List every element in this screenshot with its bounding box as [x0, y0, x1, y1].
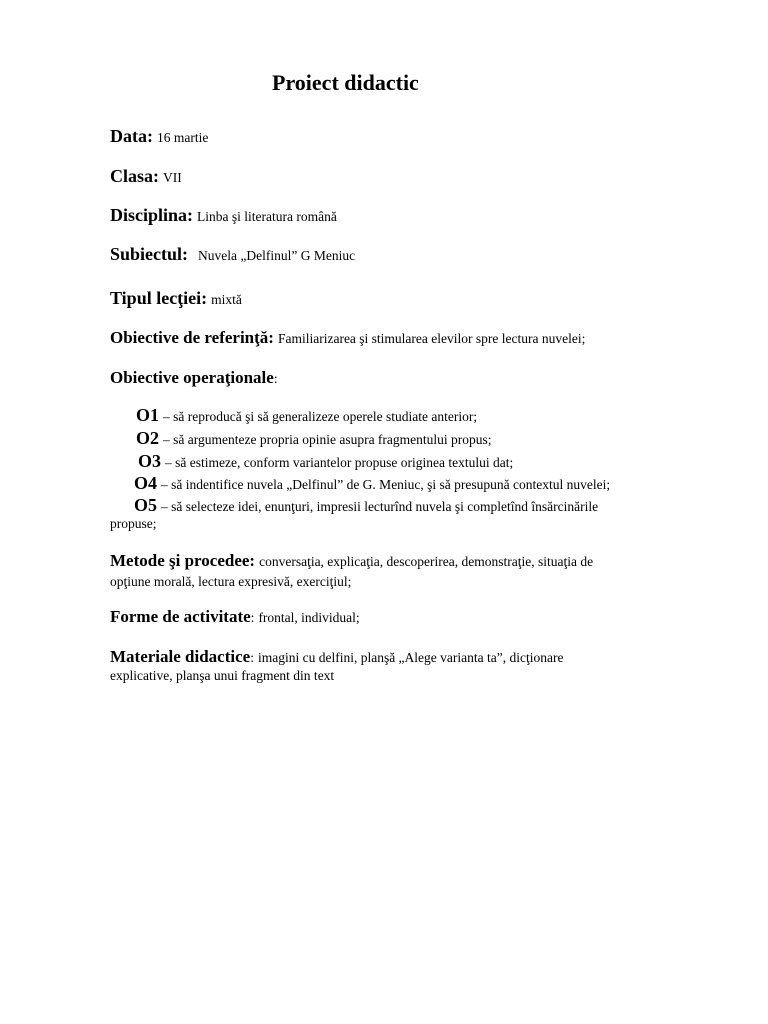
objective-text: – să indentifice nuvela „Delfinul” de G. Meniuc, şi să presupună contextul nuvelei; — [161, 477, 611, 492]
field-obiective-referinta-value: Familiarizarea şi stimularea elevilor spre lectura nuvelei; — [277, 331, 586, 346]
objective-item — [134, 473, 610, 494]
field-metode-label: Metode şi procedee — [110, 551, 250, 570]
field-forme-label: Forme de activitate — [110, 607, 251, 626]
field-obiective-operationale — [110, 368, 278, 388]
field-disciplina-label: Disciplina — [110, 205, 188, 225]
objective-item — [138, 451, 513, 472]
field-materiale-label: Materiale didactice — [110, 647, 251, 666]
field-tipul-label: Tipul lecţiei — [110, 288, 202, 308]
colon: : — [250, 650, 254, 665]
field-tipul — [110, 288, 242, 309]
field-data-value: 16 martie — [157, 130, 209, 145]
field-metode — [110, 551, 593, 571]
objective-item — [134, 495, 598, 516]
field-materiale-value-2: explicative, planşa unui fragment din text — [110, 668, 335, 683]
field-materiale-value: imagini cu delfini, planşă „Alege varianta ta”, dicţionare — [257, 650, 564, 665]
colon: : — [201, 288, 208, 308]
field-data — [110, 126, 208, 147]
colon: : — [273, 371, 278, 386]
field-subiectul-value: Nuvela „Delfinul” G Meniuc — [198, 248, 356, 263]
objective-text: – să reproducă şi să generalizeze operele studiate anterior; — [163, 409, 478, 424]
objective-text: – să estimeze, conform variantelor propuse originea textului dat; — [165, 455, 514, 470]
objective-item — [136, 428, 492, 449]
field-forme-value: frontal, individual; — [258, 610, 360, 625]
objective-text: propuse; — [110, 516, 157, 531]
field-subiectul — [110, 244, 355, 265]
field-clasa-value: VII — [163, 170, 182, 185]
colon: : — [182, 244, 189, 264]
objective-code: O5 — [134, 495, 158, 515]
field-disciplina-value: Linba şi literatura română — [197, 209, 337, 224]
page-title: Proiect didactic — [272, 70, 419, 95]
objective-code: O1 — [136, 405, 160, 425]
field-metode-value: conversaţia, explicaţia, descoperirea, demonstraţie, situaţia de — [259, 554, 594, 569]
colon: : — [249, 551, 256, 570]
field-materiale-continuation — [110, 667, 334, 685]
objective-item — [136, 405, 477, 426]
field-forme — [110, 607, 360, 627]
objective-code: O3 — [138, 451, 162, 471]
field-obiective-referinta — [110, 328, 585, 348]
field-data-label: Data — [110, 126, 147, 146]
field-clasa — [110, 166, 182, 187]
field-obiective-operationale-label: Obiective operaţionale — [110, 368, 274, 387]
objective-code: O4 — [134, 473, 158, 493]
colon: : — [268, 328, 274, 347]
field-metode-continuation — [110, 573, 351, 591]
colon: : — [250, 610, 255, 625]
objective-text: – să selecteze idei, enunţuri, impresii lecturînd nuvela şi completînd însărcinările — [161, 499, 599, 514]
field-obiective-referinta-label: Obiective de referinţă — [110, 328, 269, 347]
objective-code: O2 — [136, 428, 160, 448]
objective-text: – să argumenteze propria opinie asupra fragmentului propus; — [163, 432, 492, 447]
objective-text-continuation — [110, 515, 157, 533]
field-disciplina — [110, 205, 337, 226]
colon: : — [147, 126, 153, 146]
field-tipul-value: mixtă — [211, 292, 242, 307]
field-materiale — [110, 647, 563, 667]
field-metode-value-2: opţiune morală, lectura expresivă, exerciţiul; — [110, 574, 352, 589]
field-clasa-label: Clasa: — [110, 166, 159, 186]
field-subiectul-label: Subiectul — [110, 244, 183, 264]
colon: : — [187, 205, 194, 225]
